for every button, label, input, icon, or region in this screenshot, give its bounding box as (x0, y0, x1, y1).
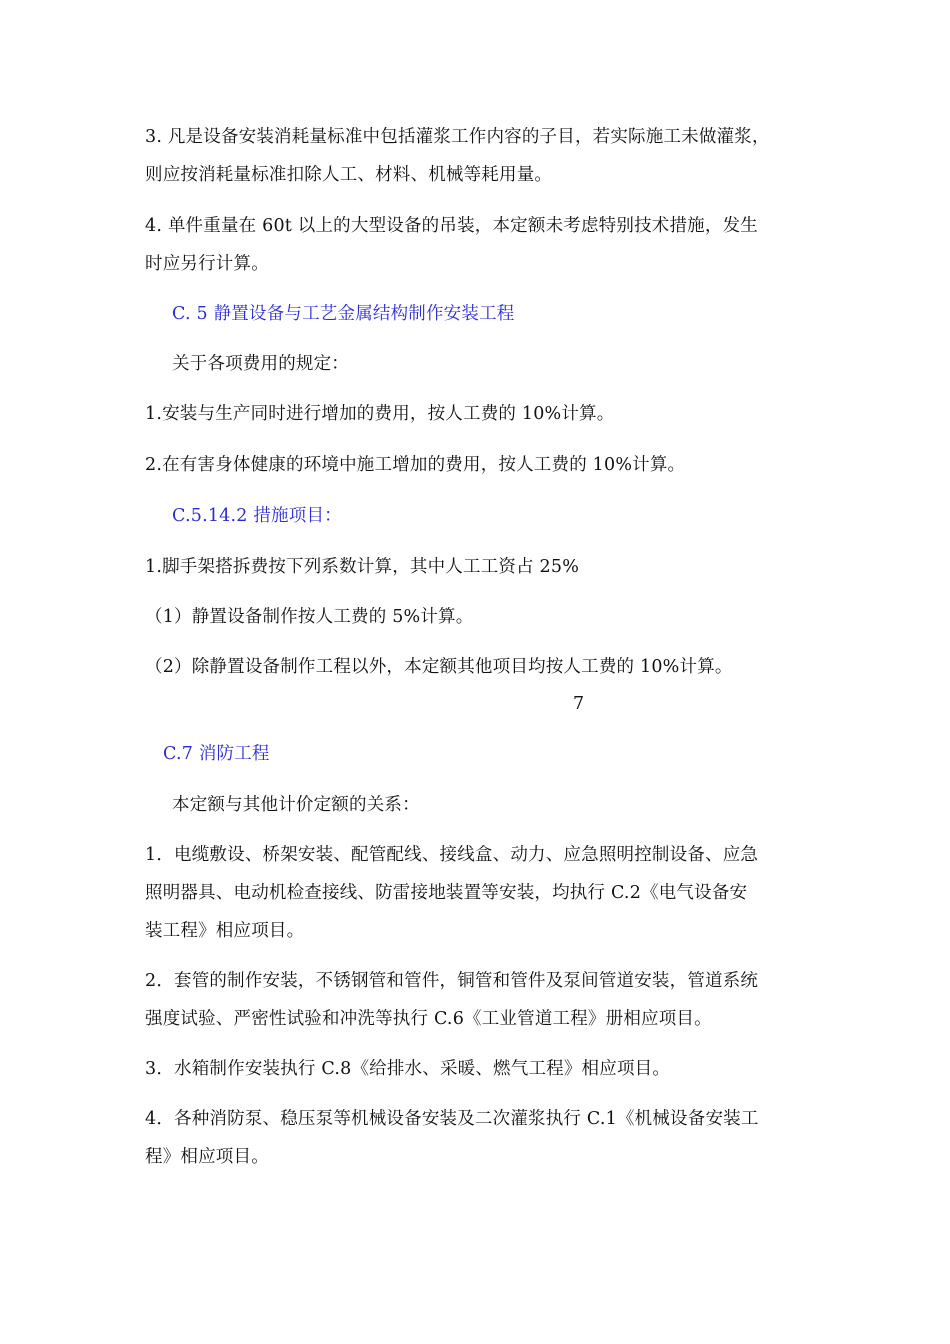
section-c5-14-2-heading: C.5.14.2 措施项目： (172, 506, 342, 526)
section-c7-heading: C.7 消防工程 (163, 744, 270, 764)
section-c5-item-2: 2.在有害身体健康的环境中施工增加的费用，按人工费的 10%计算。 (145, 455, 686, 475)
section-c5-14-2-sub-2: （2）除静置设备制作工程以外，本定额其他项目均按人工费的 10%计算。 (145, 657, 733, 677)
section-c5-intro: 关于各项费用的规定： (172, 354, 349, 374)
section-c7-item-3: 3．水箱制作安装执行 C.8《给排水、采暖、燃气工程》相应项目。 (145, 1059, 671, 1079)
section-c7-intro: 本定额与其他计价定额的关系： (172, 795, 420, 815)
section-c7-item-1-line-1: 1．电缆敷设、桥架安装、配管配线、接线盒、动力、应急照明控制设备、应急 (145, 845, 759, 865)
paragraph-4-line-1: 4. 单件重量在 60t 以上的大型设备的吊装，本定额未考虑特别技术措施，发生 (145, 216, 758, 236)
section-c7-item-4-line-2: 程》相应项目。 (145, 1147, 269, 1167)
section-c5-14-2-sub-1: （1）静置设备制作按人工费的 5%计算。 (145, 607, 474, 627)
paragraph-4-line-2: 时应另行计算。 (145, 254, 269, 274)
section-c5-item-1: 1.安装与生产同时进行增加的费用，按人工费的 10%计算。 (145, 404, 615, 424)
section-c7-item-1-line-2: 照明器具、电动机检查接线、防雷接地装置等安装，均执行 C.2《电气设备安 (145, 883, 748, 903)
paragraph-3-line-2: 则应按消耗量标准扣除人工、材料、机械等耗用量。 (145, 165, 553, 185)
page-number: 7 (573, 694, 585, 714)
section-c7-item-2-line-2: 强度试验、严密性试验和冲洗等执行 C.6《工业管道工程》册相应项目。 (145, 1009, 712, 1029)
section-c7-item-4-line-1: 4．各种消防泵、稳压泵等机械设备安装及二次灌浆执行 C.1《机械设备安装工 (145, 1109, 759, 1129)
paragraph-3-line-1: 3. 凡是设备安装消耗量标准中包括灌浆工作内容的子目，若实际施工未做灌浆， (145, 127, 770, 147)
section-c7-item-1-line-3: 装工程》相应项目。 (145, 921, 305, 941)
section-c7-item-2-line-1: 2．套管的制作安装，不锈钢管和管件，铜管和管件及泵间管道安装，管道系统 (145, 971, 759, 991)
section-c5-14-2-item-1: 1.脚手架搭拆费按下列系数计算，其中人工工资占 25% (145, 557, 580, 577)
section-c5-heading: C. 5 静置设备与工艺金属结构制作安装工程 (172, 304, 515, 324)
